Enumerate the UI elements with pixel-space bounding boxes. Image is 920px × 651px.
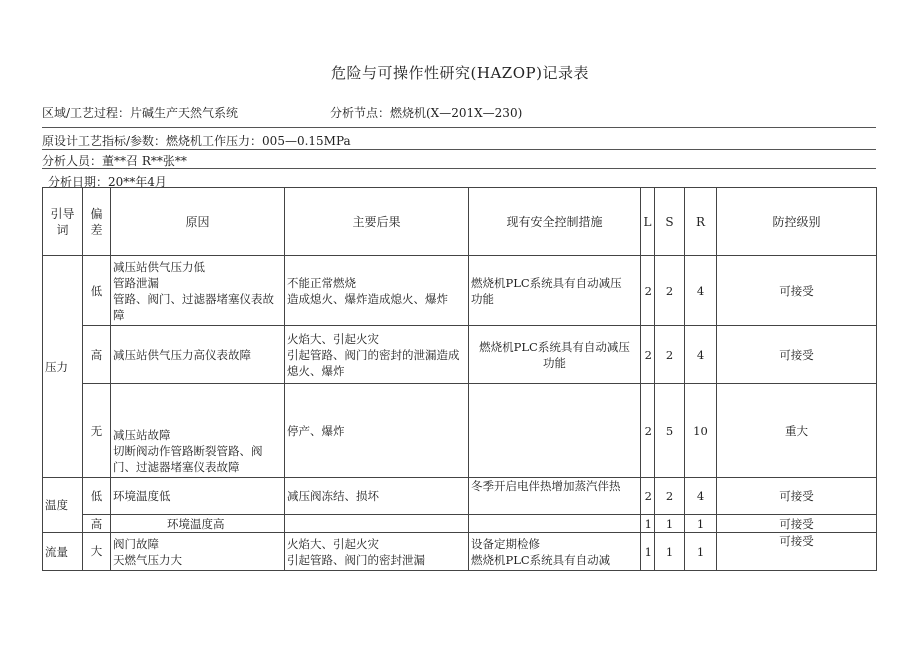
analysis-date-label: 分析日期：20**年4月: [48, 175, 167, 189]
r-value: 1: [685, 533, 717, 571]
cause-cell: [111, 515, 285, 533]
controls-line: 设备定期检修: [471, 536, 540, 551]
l-value: 2: [641, 256, 655, 326]
column-header-level: 防控级别: [717, 188, 877, 256]
table-row: [43, 326, 877, 384]
hazop-table: [42, 187, 877, 571]
cause-line: 门、过滤器堵塞仪表故障: [113, 460, 240, 474]
cause-line: 切断阀动作管路断裂管路、阀: [113, 444, 263, 458]
cause-line: 减压站供气压力低: [113, 259, 205, 274]
s-value: 2: [655, 256, 685, 326]
level-value: 可接受: [717, 256, 877, 326]
s-value: 1: [655, 533, 685, 571]
consequence-cell: [285, 478, 469, 515]
guide-word-cell: 流量: [43, 533, 83, 571]
controls-cell: [469, 515, 641, 533]
analysis-node-label: 分析节点：燃烧机(X—201X—230): [330, 106, 523, 120]
consequence-line: 不能正常燃烧: [287, 275, 356, 290]
s-value: 5: [655, 384, 685, 478]
level-value: 可接受: [717, 515, 877, 533]
cause-line: 管路泄漏: [113, 275, 159, 290]
l-value: 1: [641, 533, 655, 571]
consequence-line: 引起管路、阀门的密封泄漏: [287, 552, 425, 567]
consequence-line: 火焰大、引起火灾: [287, 331, 379, 346]
l-value: 2: [641, 478, 655, 515]
r-value: 4: [685, 256, 717, 326]
area-label: 区域/工艺过程：片碱生产天然气系统: [42, 106, 239, 120]
s-value: 1: [655, 515, 685, 533]
cause-line: 天燃气压力大: [113, 552, 182, 567]
cause-cell: [111, 326, 285, 384]
column-header-l: L: [641, 188, 655, 256]
controls-cell: [469, 384, 641, 478]
s-value: 2: [655, 326, 685, 384]
controls-line: 燃烧机PLC系统具有自动减压: [479, 339, 630, 354]
r-value: 4: [685, 478, 717, 515]
cause-line: 阀门故障: [113, 536, 159, 551]
r-value: 4: [685, 326, 717, 384]
l-value: 2: [641, 384, 655, 478]
level-value: 可接受: [717, 326, 877, 384]
cause-line: 减压站供气压力高仪表故障: [113, 347, 251, 362]
l-value: 2: [641, 326, 655, 384]
consequence-cell: [285, 326, 469, 384]
document-title: 危险与可操作性研究(HAZOP)记录表: [331, 64, 589, 82]
deviation-cell: 高: [83, 326, 111, 384]
table-row: [43, 515, 877, 533]
consequence-line: 造成熄火、爆炸造成熄火、爆炸: [287, 291, 448, 306]
controls-cell: [469, 326, 641, 384]
controls-line: 燃烧机PLC系统具有自动减: [471, 552, 611, 567]
header-line: 引导: [50, 206, 75, 221]
table-header-row: [43, 188, 877, 256]
consequence-cell: [285, 515, 469, 533]
table-row: [43, 256, 877, 326]
controls-line: 冬季开启电伴热增加蒸汽伴热: [471, 479, 621, 493]
design-parameter-label: 原设计工艺指标/参数：燃烧机工作压力：005—0.15MPa: [42, 134, 351, 148]
deviation-cell: 低: [83, 478, 111, 515]
column-header-consequence: 主要后果: [285, 188, 469, 256]
cause-line: 管路、阀门、过滤器堵塞仪表故: [113, 291, 274, 306]
level-value: 重大: [717, 384, 877, 478]
deviation-cell: 低: [83, 256, 111, 326]
consequence-line: 引起管路、阀门的密封的泄漏造成: [287, 347, 460, 362]
r-value: 1: [685, 515, 717, 533]
column-header-r: R: [685, 188, 717, 256]
cause-line: 环境温度低: [113, 489, 171, 503]
deviation-cell: 大: [83, 533, 111, 571]
l-value: 1: [641, 515, 655, 533]
consequence-cell: [285, 384, 469, 478]
deviation-cell: 高: [83, 515, 111, 533]
table-row: [43, 478, 877, 515]
cause-line: 环境温度高: [167, 516, 225, 531]
header-line: 偏: [90, 206, 103, 221]
deviation-cell: 无: [83, 384, 111, 478]
controls-line: 功能: [471, 291, 494, 306]
header-line: 词: [56, 222, 69, 237]
table-row: [43, 384, 877, 478]
consequence-cell: [285, 256, 469, 326]
column-header-cause: 原因: [111, 188, 285, 256]
divider: [42, 149, 876, 150]
consequence-cell: [285, 533, 469, 571]
consequence-line: 火焰大、引起火灾: [287, 536, 379, 551]
level-value: 可接受: [717, 533, 877, 571]
divider: [42, 127, 876, 128]
controls-line: 燃烧机PLC系统具有自动减压: [471, 275, 622, 290]
cause-cell: [111, 384, 285, 478]
consequence-line: 熄火、爆炸: [287, 363, 345, 378]
controls-cell: [469, 533, 641, 571]
guide-word-cell: 压力: [43, 256, 83, 478]
r-value: 10: [685, 384, 717, 478]
column-header-guide-word: [43, 188, 83, 256]
header-line: 差: [90, 222, 103, 237]
guide-word-cell: 温度: [43, 478, 83, 533]
cause-cell: [111, 478, 285, 515]
cause-line: 减压站故障: [113, 428, 171, 442]
column-header-s: S: [655, 188, 685, 256]
level-value: 可接受: [717, 478, 877, 515]
cause-cell: [111, 256, 285, 326]
table-row: [43, 533, 877, 571]
controls-line: 功能: [543, 355, 566, 370]
consequence-line: 停产、爆炸: [287, 423, 345, 438]
column-header-controls: 现有安全控制措施: [469, 188, 641, 256]
column-header-deviation: [83, 188, 111, 256]
controls-cell: [469, 478, 641, 515]
cause-line: 障: [113, 307, 125, 322]
cause-cell: [111, 533, 285, 571]
analysts-label: 分析人员：董**召 R**张**: [42, 154, 187, 168]
controls-cell: [469, 256, 641, 326]
s-value: 2: [655, 478, 685, 515]
consequence-line: 减压阀冻结、损坏: [287, 489, 379, 503]
divider: [42, 168, 876, 169]
